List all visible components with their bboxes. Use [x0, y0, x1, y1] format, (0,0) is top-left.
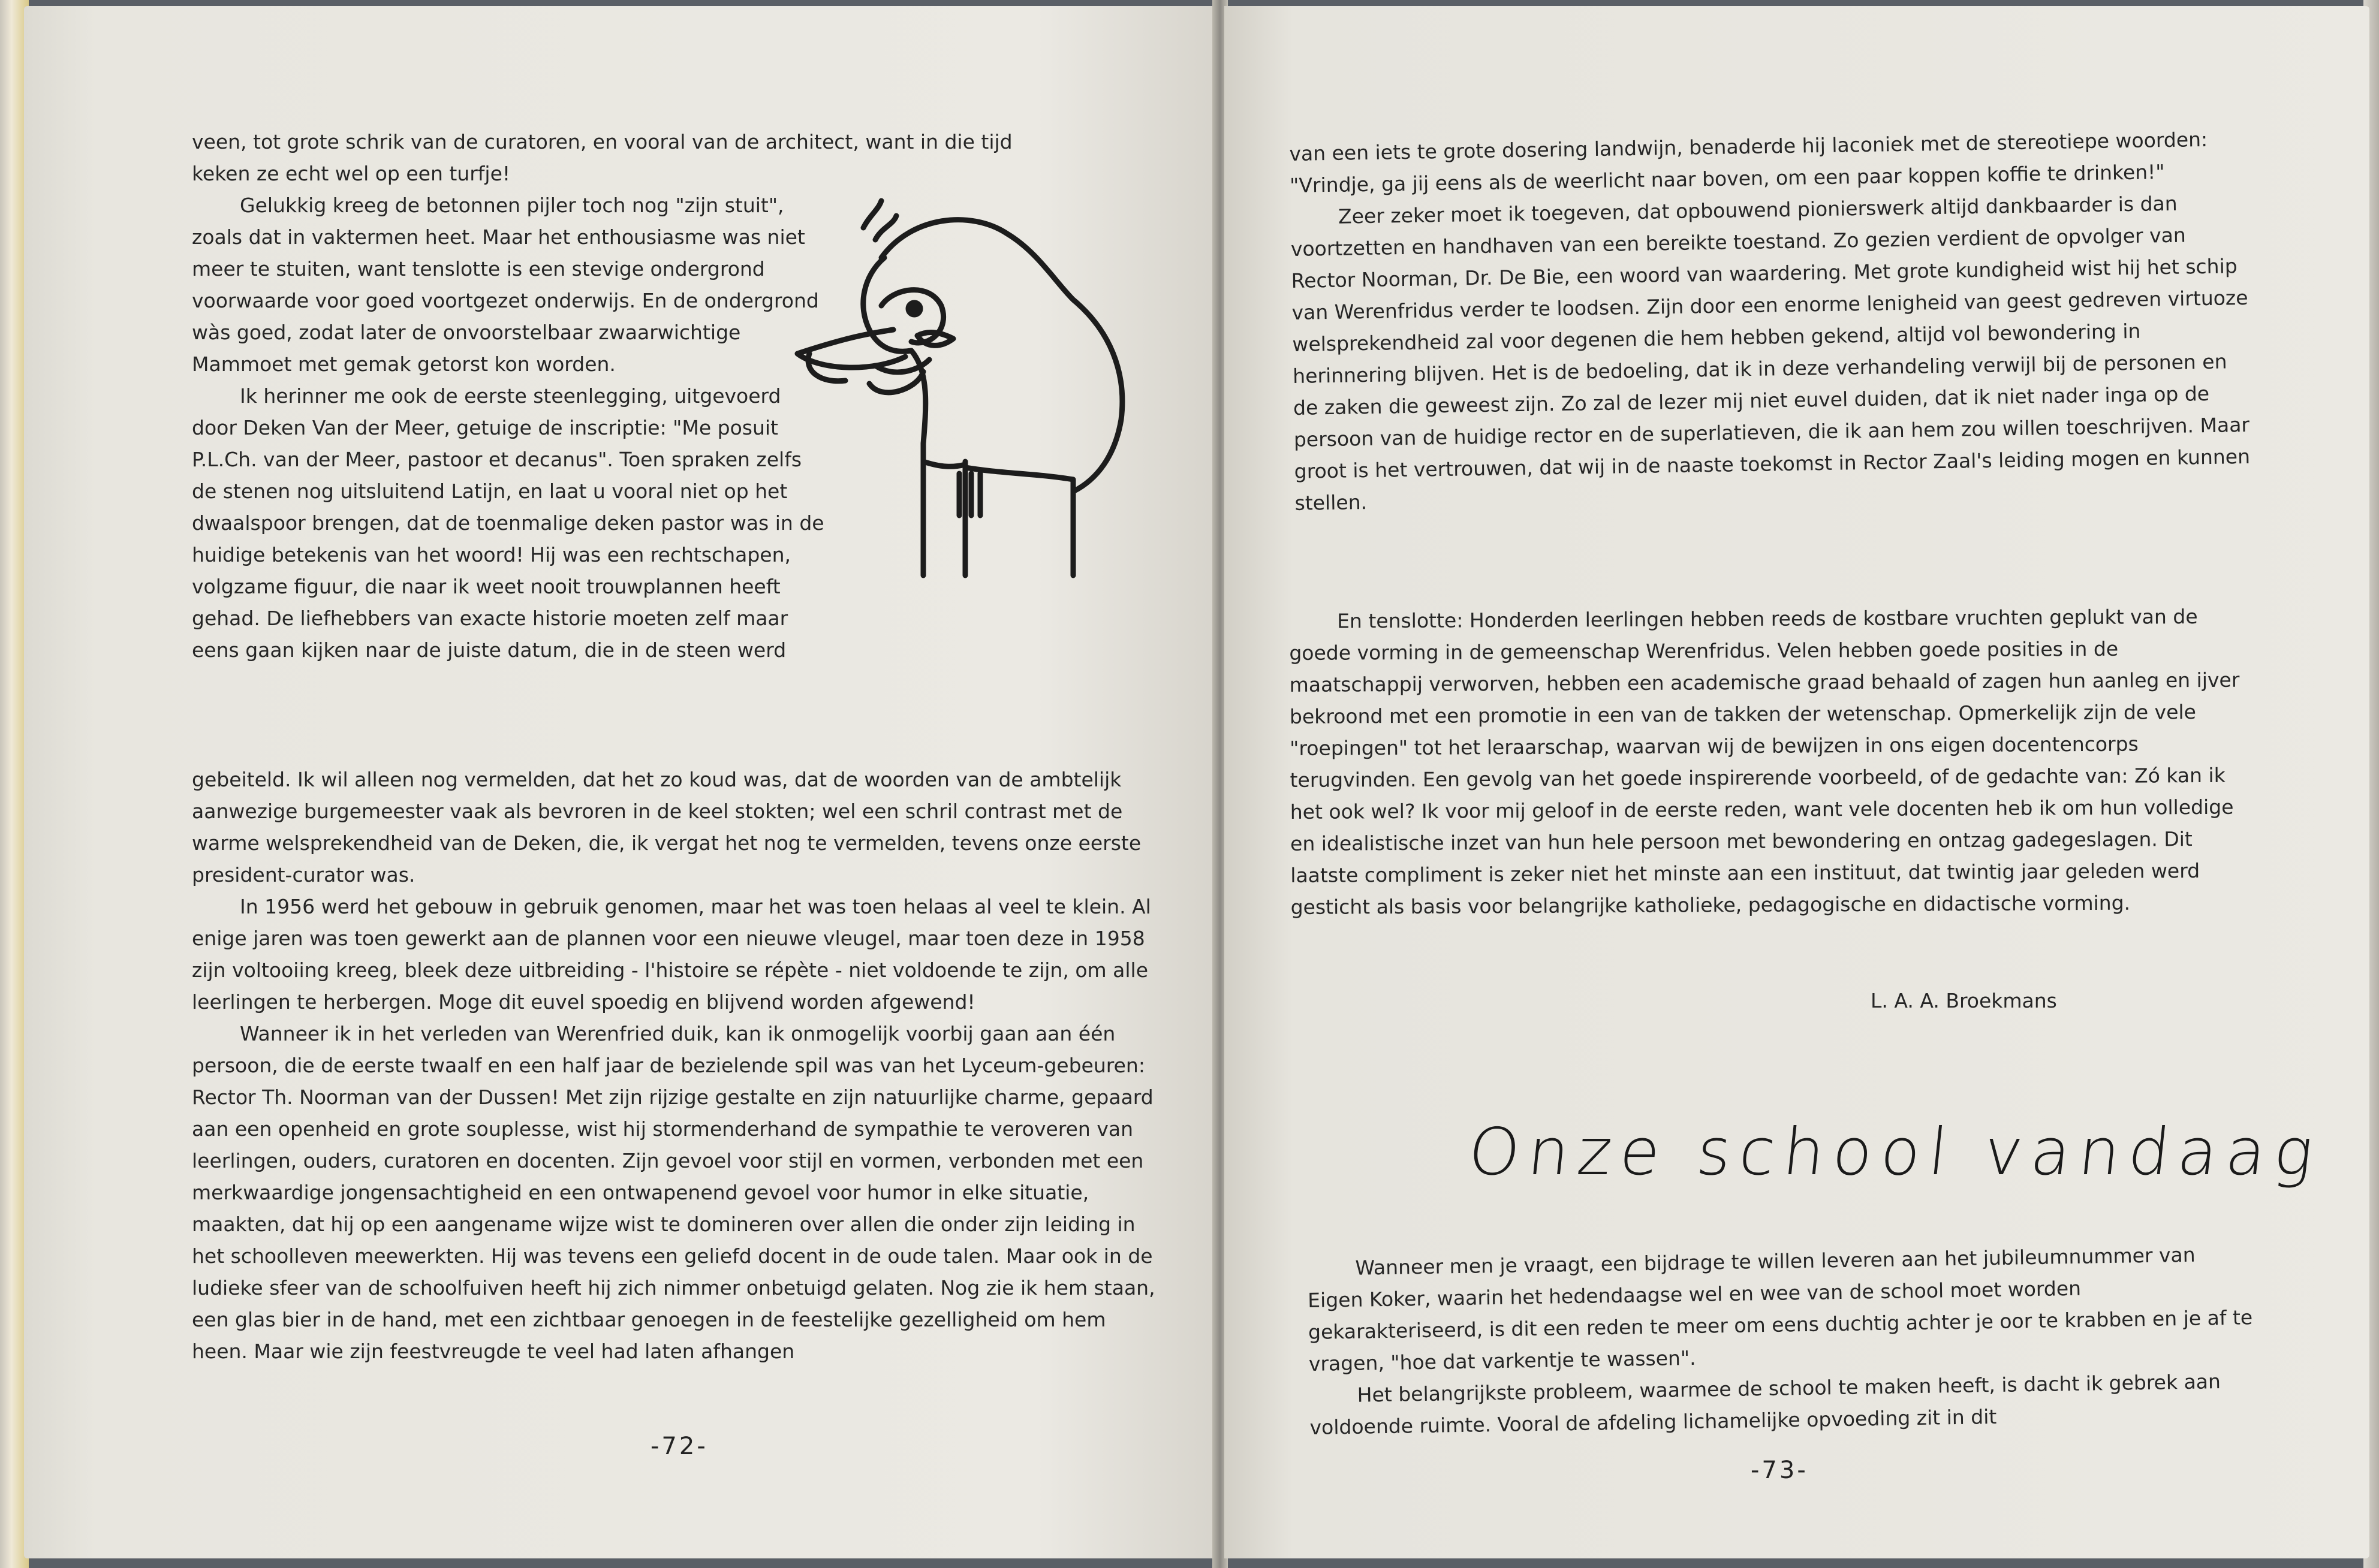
paragraph: Het belangrijkste probleem, waarmee de school te maken heeft, is dacht ik gebrek aan voldoende ruimte. Vooral de afdeling lichamelijke opvoeding zit in dit — [1309, 1370, 2221, 1439]
right-bottom-column — [1307, 1238, 2257, 1443]
paragraph: Gelukkig kreeg de betonnen pijler toch nog "zijn stuit", zoals dat in vaktermen heet. Maar het enthousiasme was niet meer te stuiten, want tenslotte is een stevige ondergrond voorwaarde voor goed voortgezet onderwijs. En de ondergrond wàs goed, zodat later de onvoorstelbaar zwaarwichtige Mammoet met gemak getorst kon worden. — [192, 194, 819, 376]
right-top-column — [1289, 123, 2254, 519]
left-top-lines — [192, 126, 1163, 189]
paragraph: In 1956 werd het gebouw in gebruik genomen, maar het was toen helaas al veel te klein. Al enige jaren was toen gewerkt aan de plannen voor een nieuwe vleugel, maar toen deze in 1958 zijn voltooiing kreeg, bleek deze uitbreiding - l'histoire se répète - niet voldoende te zijn, om alle leerlingen te herbergen. Moge dit euvel spoedig en blijvend worden afgewend! — [192, 895, 1151, 1014]
text-line: veen, tot grote schrik van de curatoren, en vooral van de architect, want in die tijd — [192, 130, 1013, 153]
paragraph: Wanneer men je vraagt, een bijdrage te willen leveren aan het jubileumnummer van Eigen Koker, waarin het hedendaagse wel en wee van de school moet worden gekarakteriseerd, is dit een reden te meer om eens duchtig achter je oor te krabben en je af te vragen, "hoe dat varkentje te wassen". — [1307, 1243, 2253, 1376]
page-number-left: -72- — [651, 1433, 708, 1460]
text-line: keken ze echt wel op een turfje! — [192, 162, 511, 185]
paragraph: Zeer zeker moet ik toegeven, dat opbouwend pionierswerk altijd dankbaarder is dan voortzetten en handhaven van een bereikte toestand. Zo gezien verdient de opvolger van Rector Noorman, Dr. De Bie, een woord van waardering. Met grote kundigheid wist hij het schip van Werenfridus verder te loodsen. Zijn door een enorme lenigheid van geest gedreven virtuoze welsprekendheid zal voor degenen die hem hebben gekend, altijd vol bewondering in herinnering blijven. Het is de bedoeling, dat ik in deze verhandeling verwijl bij de personen en de zaken die geweest zijn. Zo zal de lezer mij niet euvel duiden, dat ik niet nader inga op de persoon van de huidige rector en de superlatieven, die ik aan hem zou willen toeschrijven. Maar groot is het vertrouwen, dat wij in de naaste toekomst in Rector Zaal's leiding mogen en kunnen stellen. — [1290, 191, 2251, 515]
right-middle-column — [1289, 601, 2250, 923]
author-signature: L. A. A. Broekmans — [1871, 989, 2057, 1012]
section-heading: Onze school vandaag — [1465, 1115, 2326, 1190]
paragraph: En tenslotte: Honderden leerlingen hebben reeds de kostbare vruchten geplukt van de goede vorming in de gemeenschap Werenfridus. Velen hebben goede posities in de maatschappij verworven, hebben een academische graad behaald of zagen hun aanleg en ijver bekroond met een promotie in een van de takken der wetenschap. Opmerkelijk zijn de vele "roepingen" tot het leraarschap, waarvan wij de bewijzen in ons eigen docentencorps terugvinden. Een gevolg van het goede inspirerende voorbeeld, of de gedachte van: Zó kan ik het ook wel? Ik voor mij geloof in de eerste reden, want vele docenten heb ik om hun volledige en idealistische inzet van hun hele persoon met bewondering en ontzag gadegeslagen. Dit laatste compliment is zeker niet het minste aan een instituut, dat twintig jaar geleden werd gesticht als basis voor belangrijke katholieke, pedagogische en didactische vorming. — [1289, 605, 2240, 919]
paragraph: Wanneer ik in het verleden van Werenfried duik, kan ik onmogelijk voorbij gaan aan één persoon, die de eerste twaalf en een half jaar de bezielende spil was van het Lyceum-gebeuren: Rector Th. Noorman van der Dussen! Met zijn rijzige gestalte en zijn natuurlijke charme, gepaard aan een openheid en grote souplesse, wist hij stormenderhand de sympathie te veroveren van leerlingen, ouders, curatoren en docenten. Zijn gevoel voor stijl en vormen, verbonden met een merkwaardige jongensachtigheid en een ontwapenend gevoel voor humor in elke situatie, maakten, dat hij op een aangename wijze wist te domineren over allen die onder zijn leiding in het schoolleven meewerkten. Hij was tevens een geliefd docent in de oude talen. Maar ook in de ludieke sfeer van de schoolfuiven heeft hij zich nimmer onbetuigd gelaten. Nog zie ik hem staan, een glas bier in de hand, met een zichtbaar genoegen in de feestelijke gezelligheid om hem heen. Maar wie zijn feestvreugde te veel had laten afhangen — [192, 1022, 1155, 1363]
paragraph: gebeiteld. Ik wil alleen nog vermelden, dat het zo koud was, dat de woorden van de ambtelijk aanwezige burgemeester vaak als bevroren in de keel stokten; wel een schril contrast met de warme welsprekendheid van de Deken, die, ik vergat het nog te vermelden, tevens onze eerste president-curator was. — [192, 768, 1142, 886]
paragraph: Ik herinner me ook de eerste steenlegging, uitgevoerd door Deken Van der Meer, getuige de inscriptie: "Me posuit P.L.Ch. van der Meer, pastoor et decanus". Toen spraken zelfs de stenen nog uitsluitend Latijn, en laat u vooral niet op het dwaalspoor brengen, dat de toenmalige deken pastor was in de huidige betekenis van het woord! Hij was een rechtschapen, volgzame figuur, die naar ik weet nooit trouwplannen heeft gehad. De liefhebbers van exacte historie moeten zelf maar eens gaan kijken naar de juiste datum, die in de steen werd — [192, 384, 824, 662]
mammoth-drawing — [773, 192, 1163, 587]
left-bottom-column — [192, 764, 1163, 1367]
paragraph: van een iets te grote dosering landwijn, benaderde hij laconiek met de stereotiepe woorden: "Vrindje, ga jij eens als de weerlicht naar boven, om een paar koppen koffie te drinken!" — [1289, 127, 2208, 197]
page-number-right: -73- — [1751, 1457, 1808, 1484]
left-narrow-column — [192, 189, 827, 666]
